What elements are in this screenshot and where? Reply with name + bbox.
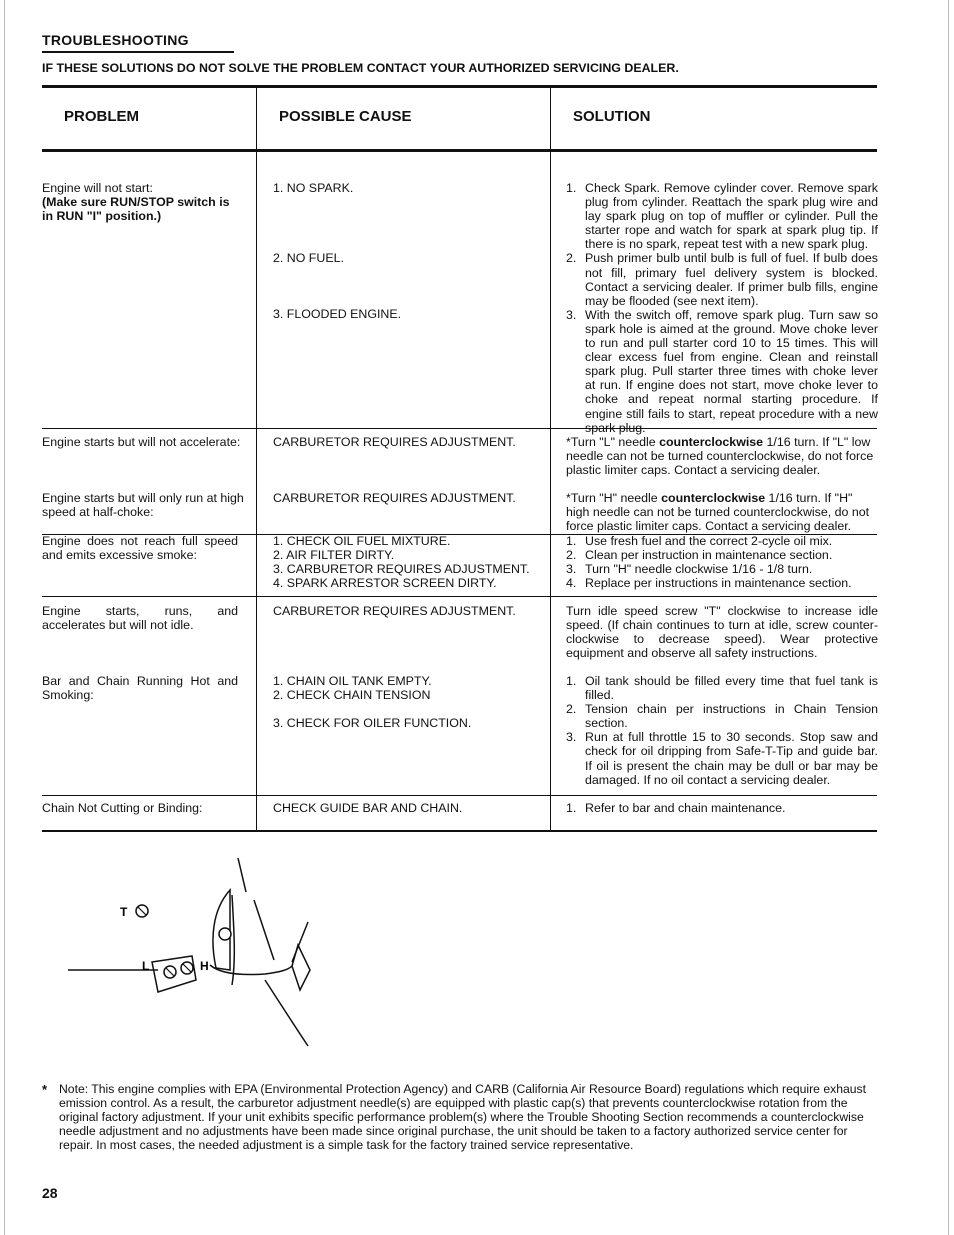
problem-cell: Engine starts, runs, and accelerates but will not idle. (42, 604, 238, 633)
column-header-problem: PROBLEM (64, 108, 139, 125)
base-curve (210, 965, 292, 975)
cause-cell: 2. NO FUEL. (273, 251, 344, 265)
solution-cell: 1. Oil tank should be filled every time that fuel tank is filled. 2. Tension chain per instructions in Chain Tension section. 3. Run at full throttle 15 to 30 seconds. Stop saw and check for oil dripping from Safe-T-Tip and guide bar. If oil is present the chain may be dull or bar may be damaged. If no oil contact a servicing dealer. (566, 674, 878, 787)
idle-screw-icon (219, 928, 231, 940)
table-bottom-rule (42, 830, 877, 832)
column-header-solution: SOLUTION (573, 108, 651, 125)
body-line (265, 980, 308, 1046)
cause-cell: CHECK GUIDE BAR AND CHAIN. (273, 801, 463, 815)
carburetor-adjustment-diagram (60, 850, 360, 1050)
problem-cell: Engine starts but will only run at high speed at half-choke: (42, 491, 244, 520)
diagram-label-l: L (142, 959, 150, 973)
table-header-rule (42, 149, 877, 152)
cause-cell: CARBURETOR REQUIRES ADJUSTMENT. (273, 491, 516, 505)
problem-cell: Chain Not Cutting or Binding: (42, 801, 203, 815)
handle-edge (292, 922, 308, 962)
page-number: 28 (42, 1185, 58, 1201)
page-edge-left (4, 0, 5, 1235)
table-top-rule (42, 85, 877, 88)
section-subtitle: IF THESE SOLUTIONS DO NOT SOLVE THE PROBLEM CONTACT YOUR AUTHORIZED SERVICING DEALER. (42, 61, 679, 75)
column-header-cause: POSSIBLE CAUSE (279, 108, 412, 125)
cause-cell: 1. CHECK OIL FUEL MIXTURE. 2. AIR FILTER DIRTY. 3. CARBURETOR REQUIRES ADJUSTMENT. 4. SPARK ARRESTOR SCREEN DIRTY. (273, 534, 530, 591)
title-underline (42, 51, 234, 53)
problem-cell: Engine does not reach full speed and emits excessive smoke: (42, 534, 238, 563)
diagram-label-t: T (120, 905, 128, 919)
problem-cell: Bar and Chain Running Hot and Smoking: (42, 674, 238, 703)
solution-cell: 1. Check Spark. Remove cylinder cover. Remove spark plug from cylinder. Reattach the spark plug wire and lay spark plug on top of muffler or cylinder. Pull the starter rope and watch for spark at spark plug tip. If there is no spark, repeat test with a new spark plug. 2. Push primer bulb until bulb is full of fuel. If bulb does not fill, primary fuel delivery system is blocked. Contact a servicing dealer. If primer bulb fills, engine may be flooded (see next item). 3. With the switch off, remove spark plug. Turn saw so spark hole is aimed at the ground. Move choke lever to run and pull starter cord 10 to 15 times. This will clear excess fuel from engine. Clean and reinstall spark plug. Pull starter three times with choke lever at run. If engine does not start, move choke lever to choke and repeat normal starting procedure. If engine still fails to start, repeat procedure with a new spark plug. (566, 181, 878, 435)
solution-cell: *Turn "L" needle counterclockwise 1/16 turn. If "L" low needle can not be turned counterclockwise, do not force plastic limiter caps. Contact a servicing dealer. (566, 435, 874, 478)
row-divider (42, 596, 877, 597)
diagram-line (238, 858, 246, 892)
problem-cell: Engine starts but will not accelerate: (42, 435, 241, 449)
solution-cell: 1. Use fresh fuel and the correct 2-cycle oil mix. 2. Clean per instruction in maintenance section. 3. Turn "H" needle clockwise 1/16 - 1/8 turn. 4. Replace per instructions in maintenance section. (566, 534, 852, 591)
solution-cell: Turn idle speed screw "T" clockwise to increase idle speed. (If chain continues to turn at idle, screw counter-clockwise to decrease speed). Wear protective equipment and observe all safety instructions. (566, 604, 878, 661)
cause-cell: CARBURETOR REQUIRES ADJUSTMENT. (273, 435, 516, 449)
cause-cell: 1. NO SPARK. (273, 181, 354, 195)
cause-cell: CARBURETOR REQUIRES ADJUSTMENT. (273, 604, 516, 618)
solution-cell: 1. Refer to bar and chain maintenance. (566, 801, 786, 815)
column-divider-2 (550, 86, 551, 831)
solution-cell: *Turn "H" needle counterclockwise 1/16 turn. If "H" high needle can not be turned counterclockwise, do not force plastic limiter caps. Contact a servicing dealer. (566, 491, 870, 534)
cause-cell: 1. CHAIN OIL TANK EMPTY. 2. CHECK CHAIN TENSION 3. CHECK FOR OILER FUNCTION. (273, 674, 472, 731)
housing-edge (232, 895, 234, 985)
footnote-marker: * (42, 1082, 48, 1097)
row-divider (42, 795, 877, 796)
cause-cell: 3. FLOODED ENGINE. (273, 307, 402, 321)
column-divider-1 (256, 86, 257, 831)
handle-outline (292, 945, 310, 990)
diagram-label-h: H (200, 959, 209, 973)
diagram-line (254, 900, 274, 960)
footnote-text: Note: This engine complies with EPA (Environmental Protection Agency) and CARB (California Air Resource Board) regulations which require exhaust emission control. As a result, the carburetor adjustment needle(s) are equipped with plastic cap(s) that prevents counterclockwise rotation from the original factory adjustment. If your unit exhibits specific performance problem(s) where the Trouble Shooting Section recommends a counterclockwise needle adjustment and no adjustments have been made since original purchase, the unit should be taken to a factory authorized service center for repair. In most cases, the needed adjustment is a simple task for the factory trained service representative. (59, 1082, 867, 1152)
problem-cell: Engine will not start: (Make sure RUN/STOP switch is in RUN "I" position.) (42, 181, 230, 224)
section-title: TROUBLESHOOTING (42, 32, 189, 48)
page-edge-right (948, 0, 949, 1235)
